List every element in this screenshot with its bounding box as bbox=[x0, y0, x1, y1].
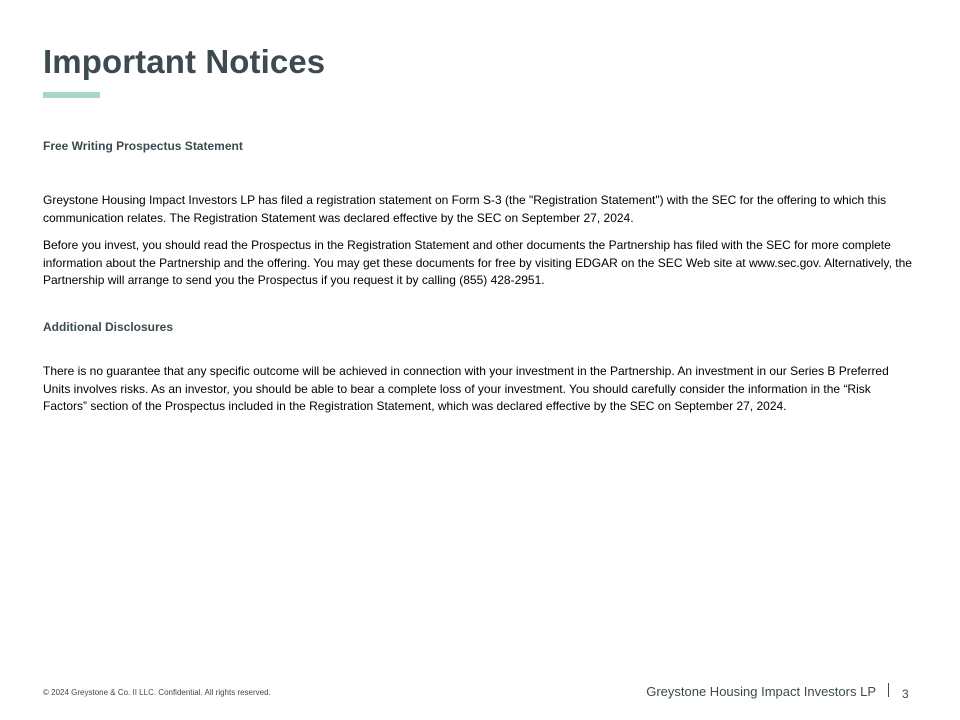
paragraph-prospectus-info: Before you invest, you should read the Prospectus in the Registration Statement and other documents the Partnership has filed with the SEC for more complete information about the Partnership and the offering. You may get these documents for free by visiting EDGAR on the SEC Web site at www.sec.gov. Alternatively, the Partnership will arrange to send you the Prospectus if you request it by calling (855) 428-2951. bbox=[43, 238, 912, 287]
footer-company-name: Greystone Housing Impact Investors LP bbox=[646, 684, 876, 699]
section-heading-additional-disclosures: Additional Disclosures bbox=[43, 320, 174, 334]
footer-divider bbox=[888, 683, 889, 697]
section-heading-free-writing-prospectus: Free Writing Prospectus Statement bbox=[43, 139, 243, 153]
paragraph-risk-disclosure: There is no guarantee that any specific outcome will be achieved in connection with your investment in the Partnership. An investment in our Series B Preferred Units involves risks. As an investor, you should be able to bear a complete loss of your investment. You should carefully consider the information in the “Risk Factors” section of the Prospectus included in the Registration Statement, which was declared effective by the SEC on September 27, 2024. bbox=[43, 364, 889, 413]
page-number: 3 bbox=[902, 687, 909, 701]
footer-copyright: © 2024 Greystone & Co. II LLC. Confidential. All rights reserved. bbox=[43, 688, 271, 697]
title-accent-bar bbox=[43, 92, 100, 98]
page-title: Important Notices bbox=[43, 43, 326, 80]
paragraph-registration-statement: Greystone Housing Impact Investors LP has filed a registration statement on Form S-3 (the "Registration Statement") with the SEC for the offering to which this communication relates. The Registration Statement was declared effective by the SEC on September 27, 2024. bbox=[43, 193, 887, 225]
